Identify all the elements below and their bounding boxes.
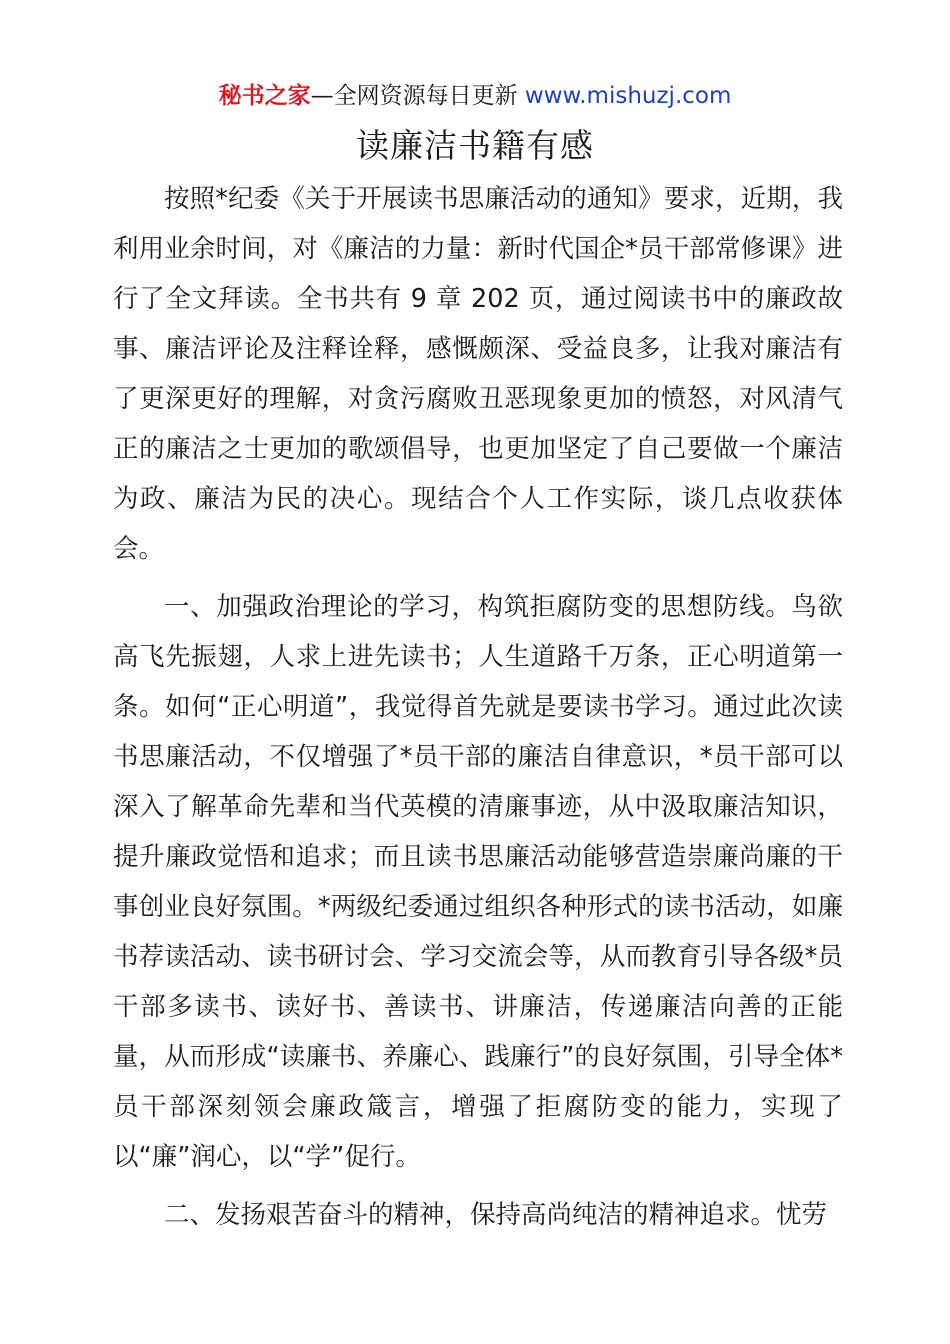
paragraph-section-two: 二、发扬艰苦奋斗的精神，保持高尚纯洁的精神追求。忧劳 (164, 1200, 828, 1230)
site-brand: 秘书之家 (218, 83, 311, 109)
site-header (0, 80, 950, 112)
document-body (113, 174, 843, 1240)
paragraph-section-one: 一、加强政治理论的学习，构筑拒腐防变的思想防线。鸟欲高飞先振翅，人求上进先读书；人生道路千万条，正心明道第一条。如何“正心明道”，我觉得首先就是要读书学习。通过此次读书思廉活动，不仅增强了*员干部的廉洁自律意识，*员干部可以深入了解革命先辈和当代英模的清廉事迹，从中汲取廉洁知识，提升廉政觉悟和追求；而且读书思廉活动能够营造崇廉尚廉的干事创业良好氛围。*两级纪委通过组织各种形式的读书活动，如廉书荐读活动、读书研讨会、学习交流会等，从而教育引导各级*员干部多读书、读好书、善读书、讲廉洁，传递廉洁向善的正能量，从而形成“读廉书、养廉心、践廉行”的良好氛围，引导全体*员干部深刻领会廉政箴言，增强了拒腐防变的能力，实现了以“廉”润心，以“学”促行。 (113, 592, 843, 1172)
paragraph-intro: 按照*纪委《关于开展读书思廉活动的通知》要求，近期，我利用业余时间，对《廉洁的力量：新时代国企*员干部常修课》进行了全文拜读。全书共有 9 章 202 页，通过阅读书中的廉政故事、廉洁评论及注释诠释，感慨颇深、受益良多，让我对廉洁有了更深更好的理解，对贪污腐败丑恶现象更加的愤怒，对风清气正的廉洁之士更加的歌颂倡导，也更加坚定了自己要做一个廉洁为政、廉洁为民的决心。现结合个人工作实际，谈几点收获体会。 (113, 184, 843, 564)
site-tagline: —全网资源每日更新 (310, 83, 525, 109)
document-title: 读廉洁书籍有感 (356, 126, 594, 165)
site-url-link[interactable]: www.mishuzj.com (524, 83, 732, 109)
